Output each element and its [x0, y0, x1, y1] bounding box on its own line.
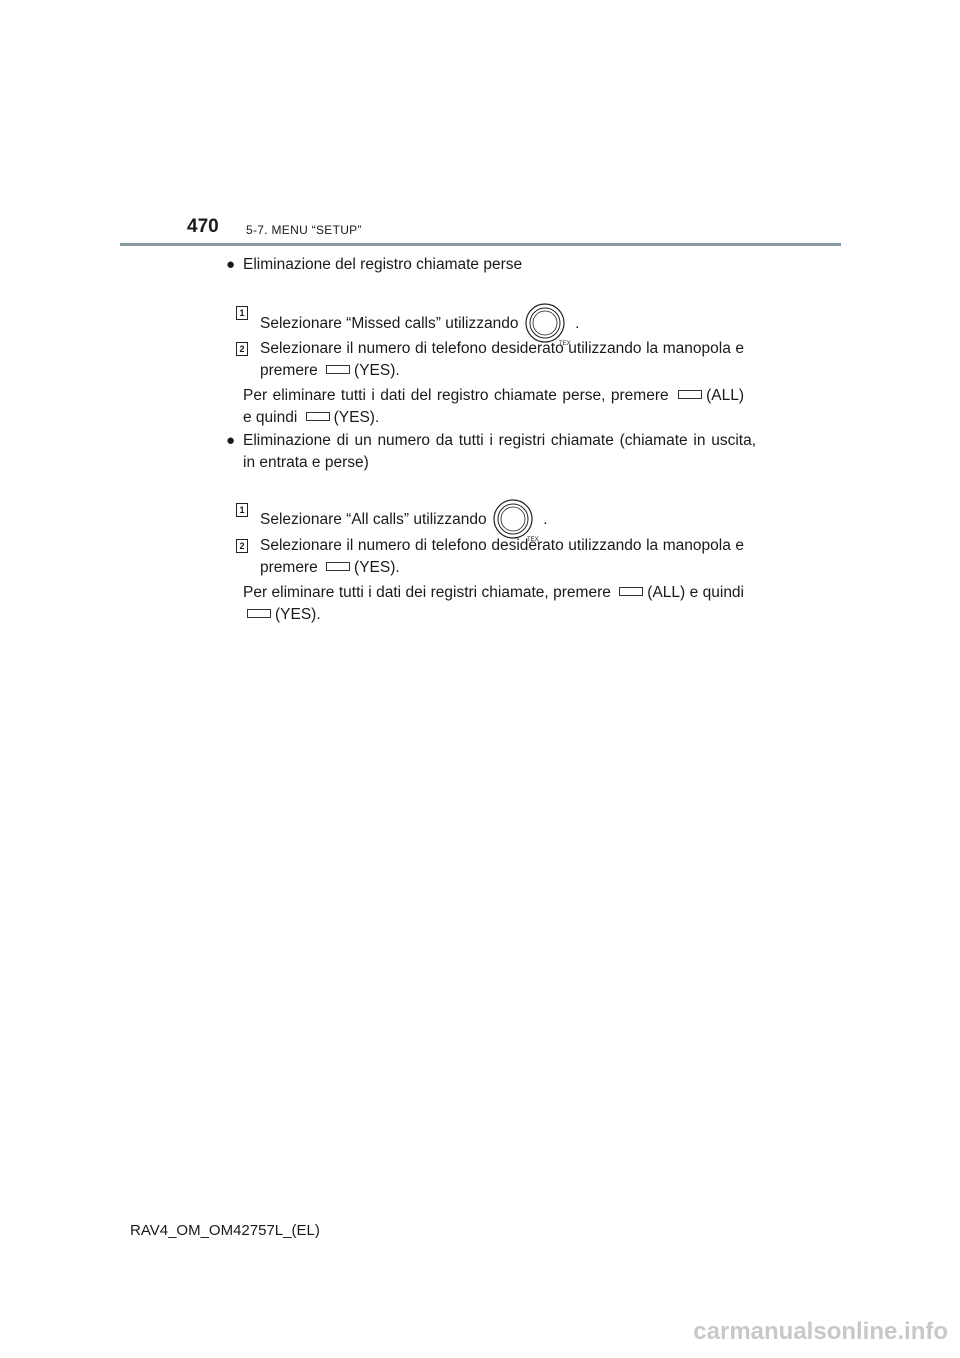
- note-text: Per eliminare tutti i dati dei registri chiamate, premere: [243, 584, 611, 601]
- knob-label: TEX: [526, 537, 539, 542]
- note-text: Per eliminare tutti i dati del registro chiamate perse, premere: [243, 387, 669, 404]
- step-text: Selezionare il numero di telefono desiderato utilizzando la manopola e premere: [260, 340, 744, 379]
- bullet-all-calls: [226, 430, 756, 474]
- step-2-missed: [260, 338, 744, 382]
- step-end: (YES).: [354, 362, 400, 379]
- button-icon: [306, 412, 330, 421]
- knob-label: TEX: [558, 341, 571, 346]
- note-all: [243, 582, 744, 626]
- step-end: .: [575, 315, 580, 333]
- step-badge-2: 2: [236, 342, 248, 356]
- footer-code: RAV4_OM_OM42757L_(EL): [130, 1222, 320, 1239]
- button-icon: [326, 562, 350, 571]
- step-text: Selezionare “Missed calls” utilizzando: [260, 315, 519, 333]
- bullet-missed-calls: [226, 254, 756, 276]
- step-badge-2: 2: [236, 539, 248, 553]
- step-end: (YES).: [354, 559, 400, 576]
- button-icon: [678, 390, 702, 399]
- note-text: (YES).: [275, 606, 321, 623]
- watermark: carmanualsonline.info: [693, 1318, 948, 1345]
- header-rule: [120, 243, 841, 246]
- step-text: Selezionare “All calls” utilizzando: [260, 511, 487, 529]
- button-icon: [619, 587, 643, 596]
- bullet-text: Eliminazione del registro chiamate perse: [243, 256, 523, 273]
- bullet-text: Eliminazione di un numero da tutti i registri chiamate (chiamate in uscita, in entrata e perse): [243, 432, 756, 471]
- button-icon: [247, 609, 271, 618]
- note-text: (YES).: [333, 409, 380, 426]
- page-number: 470: [187, 216, 219, 237]
- note-text: (ALL) e quindi: [647, 584, 745, 601]
- step-2-all: [260, 535, 744, 579]
- step-badge-1: 1: [236, 503, 248, 517]
- bullet-icon: ●: [226, 256, 236, 273]
- step-text: Selezionare il numero di telefono desiderato utilizzando la manopola e premere: [260, 537, 744, 576]
- section-title: 5-7. MENU “SETUP”: [246, 223, 362, 237]
- note-text: (ALL) e quindi: [243, 387, 744, 426]
- note-missed: [243, 385, 744, 429]
- bullet-icon: ●: [226, 432, 236, 449]
- step-end: .: [543, 511, 548, 529]
- button-icon: [326, 365, 350, 374]
- step-badge-1: 1: [236, 306, 248, 320]
